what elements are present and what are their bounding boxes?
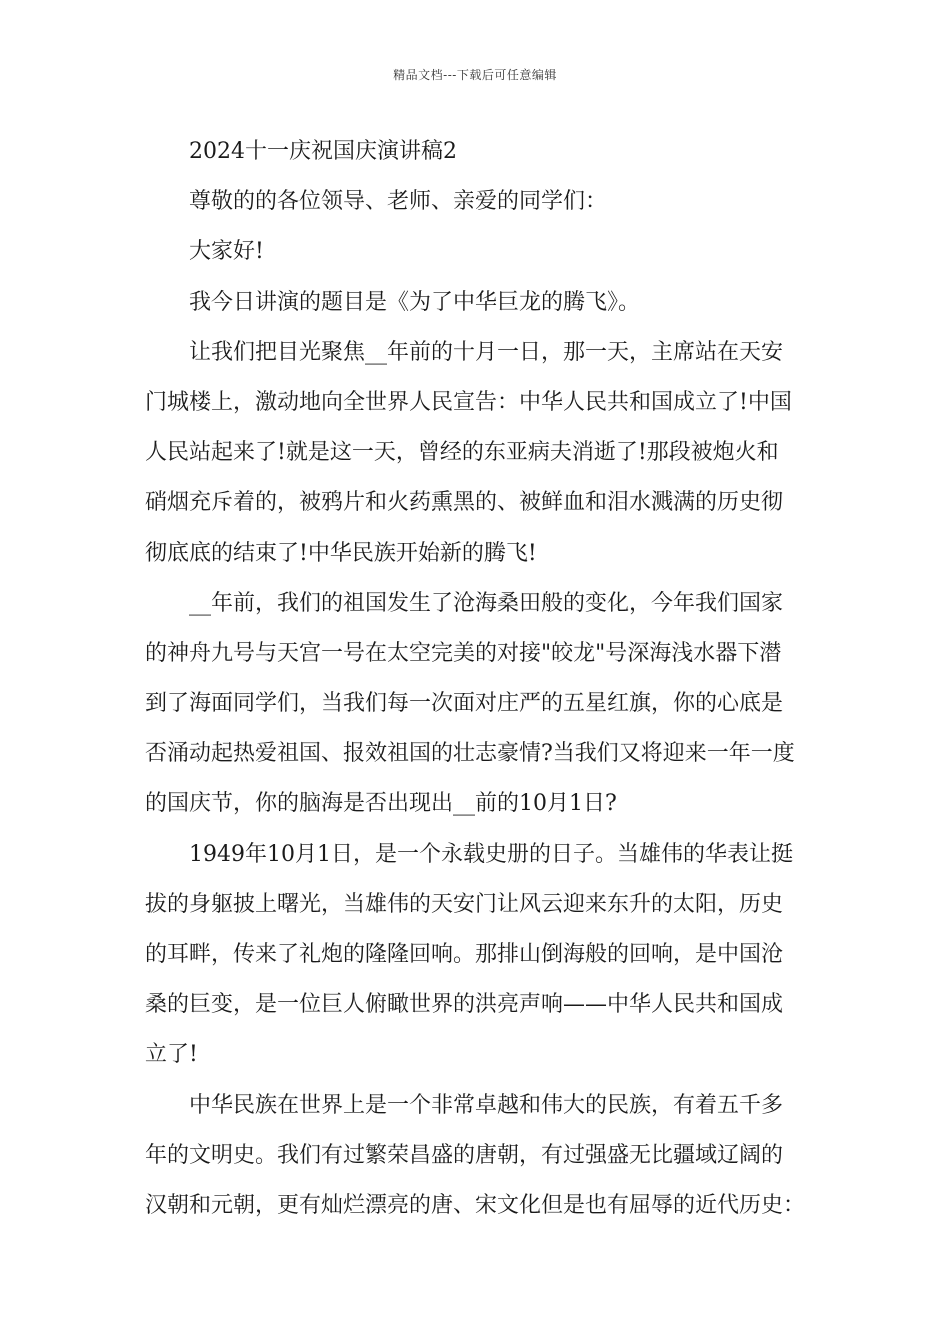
text-line: 人民站起来了!就是这一天，曾经的东亚病夫消逝了!那段被炮火和 [145,440,779,466]
text-line: 中华民族在世界上是一个非常卓越和伟大的民族，有着五千多 [189,1092,784,1118]
topic-line: 我今日讲演的题目是《为了中华巨龙的腾飞》。 [189,289,641,315]
greeting-line: 大家好! [189,239,264,265]
text-line: 门城楼上，激动地向全世界人民宣告：中华人民共和国成立了!中国 [145,389,792,415]
text-line: 否涌动起热爱祖国、报效祖国的壮志豪情?当我们又将迎来一年一度 [145,741,795,767]
text-line: 到了海面同学们，当我们每一次面对庄严的五星红旗，你的心底是 [145,691,784,717]
text-line: 的耳畔，传来了礼炮的隆隆回响。那排山倒海般的回响，是中国沧 [145,942,784,967]
text-line: 让我们把目光聚焦__年前的十月一日，那一天，主席站在天安 [189,339,784,365]
text-line: 桑的巨变，是一位巨人俯瞰世界的洪亮声响——中华人民共和国成 [145,992,784,1018]
text-line: 年的文明史。我们有过繁荣昌盛的唐朝，有过强盛无比疆域辽阔的 [145,1142,784,1168]
text-line: __年前，我们的祖国发生了沧海桑田般的变化，今年我们国家 [189,590,784,616]
page-header: 精品文档---下载后可任意编辑 [393,68,557,82]
text-line: 立了! [145,1042,198,1068]
text-line: 1949年10月1日，是一个永载史册的日子。当雄伟的华表让挺 [189,841,793,867]
salutation-line: 尊敬的的各位领导、老师、亲爱的同学们： [189,189,608,215]
text-line: 汉朝和元朝，更有灿烂漂亮的唐、宋文化但是也有屈辱的近代历史： [145,1192,806,1218]
text-line: 的神舟九号与天宫一号在太空完美的对接"皎龙"号深海浅水器下潜 [145,640,782,666]
text-line: 彻底底的结束了!中华民族开始新的腾飞! [145,540,537,566]
text-line: 的国庆节，你的脑海是否出现出__前的10月1日? [145,791,617,817]
document-title: 2024十一庆祝国庆演讲稿2 [189,139,457,164]
document-body [145,133,825,1237]
text-line: 硝烟充斥着的，被鸦片和火药熏黑的、被鲜血和泪水溅满的历史彻 [145,490,784,516]
text-line: 拔的身躯披上曙光，当雄伟的天安门让风云迎来东升的太阳，历史 [145,891,784,917]
